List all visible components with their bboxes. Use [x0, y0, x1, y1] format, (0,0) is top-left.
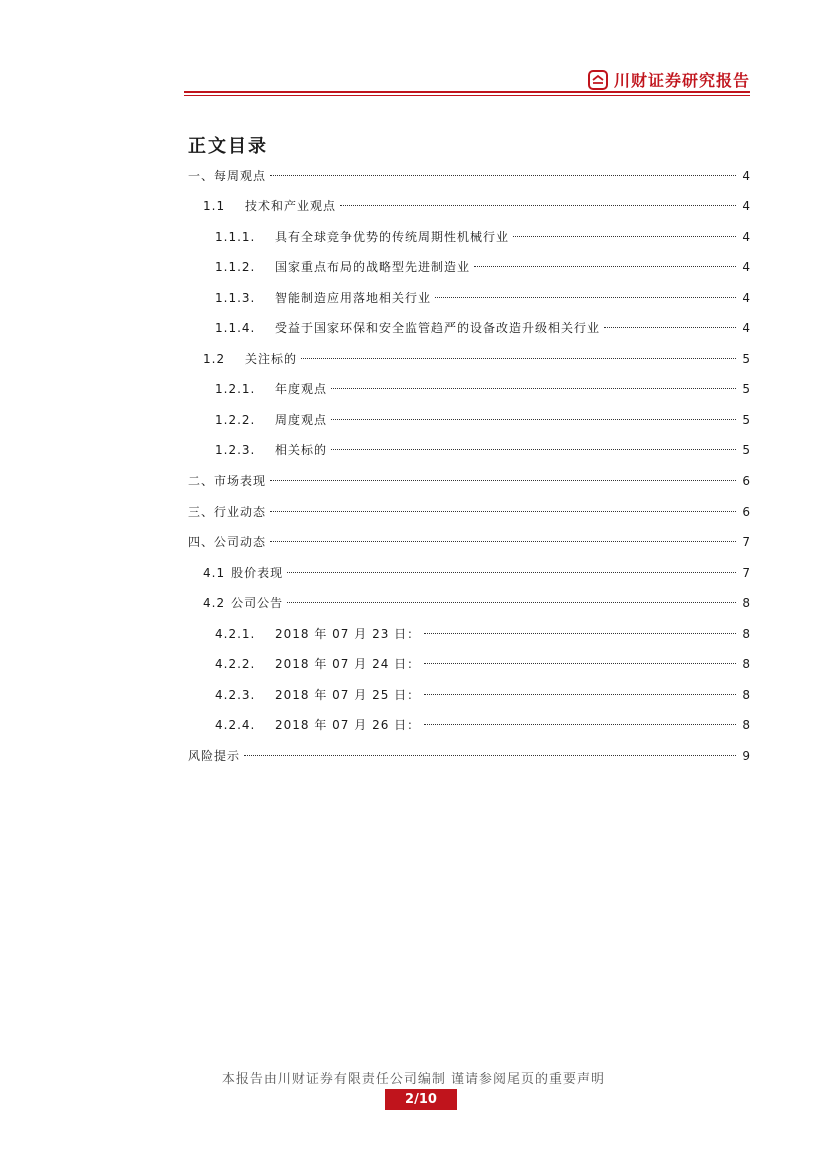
- toc-leader-dots: [435, 297, 736, 298]
- toc-entry-number: 1.2: [203, 352, 226, 366]
- toc-leader-dots: [301, 358, 736, 359]
- toc-entry-number: 4.2.4.: [215, 718, 256, 732]
- toc-entry[interactable]: [215, 257, 750, 277]
- toc-entry-page: 9: [742, 749, 750, 763]
- toc-entry-label: 风险提示: [188, 749, 241, 763]
- toc-entry-number: 1.2.3.: [215, 443, 256, 457]
- toc-entry-number: 1.2.2.: [215, 413, 256, 427]
- toc-entry-number: 4.1: [203, 566, 226, 580]
- toc-leader-dots: [604, 327, 736, 328]
- toc-leader-dots: [244, 755, 736, 756]
- toc-entry-page: 6: [742, 505, 750, 519]
- brand-logo-icon: [588, 70, 608, 90]
- toc-entry-number: 1.1: [203, 199, 226, 213]
- toc-leader-dots: [331, 449, 736, 450]
- toc-entry-label: 具有全球竞争优势的传统周期性机械行业: [275, 230, 510, 244]
- toc-leader-dots: [331, 419, 736, 420]
- brand-name: 川财证券研究报告: [613, 71, 750, 90]
- toc-entry[interactable]: [203, 196, 750, 216]
- toc-entry[interactable]: [215, 715, 750, 735]
- toc-leader-dots: [474, 266, 736, 267]
- toc-leader-dots: [287, 602, 736, 603]
- toc-entry-label: 三、行业动态: [188, 505, 267, 519]
- toc-entry[interactable]: [215, 318, 750, 338]
- toc-entry-label: 股价表现: [231, 566, 284, 580]
- toc-entry-label: 周度观点: [275, 413, 328, 427]
- brand: [588, 68, 750, 91]
- toc-entry-page: 5: [742, 413, 750, 427]
- toc-leader-dots: [424, 694, 736, 695]
- toc-entry-label: 智能制造应用落地相关行业: [275, 291, 432, 305]
- toc-leader-dots: [340, 205, 736, 206]
- toc-leader-dots: [270, 480, 736, 481]
- toc-entry-page: 7: [742, 566, 750, 580]
- toc-leader-dots: [270, 541, 736, 542]
- toc-leader-dots: [270, 175, 736, 176]
- toc-entry-label: 2018 年 07 月 24 日：: [275, 657, 421, 671]
- toc-entry[interactable]: [203, 593, 750, 613]
- toc-entry-label: 四、公司动态: [188, 535, 267, 549]
- toc-entry-page: 8: [742, 657, 750, 671]
- toc-entry[interactable]: [188, 502, 750, 522]
- toc-entry-page: 6: [742, 474, 750, 488]
- toc-entry-label: 技术和产业观点: [245, 199, 337, 213]
- toc-entry-page: 4: [742, 321, 750, 335]
- toc-entry-page: 4: [742, 169, 750, 183]
- toc-entry-number: 1.2.1.: [215, 382, 256, 396]
- toc-entry-label: 关注标的: [245, 352, 298, 366]
- toc-entry[interactable]: [215, 288, 750, 308]
- toc-entry[interactable]: [215, 227, 750, 247]
- toc-entry-number: 4.2: [203, 596, 226, 610]
- toc-leader-dots: [424, 663, 736, 664]
- toc-entry-label: 公司公告: [231, 596, 284, 610]
- toc-entry[interactable]: [188, 166, 750, 186]
- toc-entry-number: 4.2.1.: [215, 627, 256, 641]
- toc-leader-dots: [424, 724, 736, 725]
- toc-entry-page: 4: [742, 260, 750, 274]
- toc-entry-page: 8: [742, 688, 750, 702]
- toc-entry-page: 5: [742, 382, 750, 396]
- toc-leader-dots: [270, 511, 736, 512]
- toc-leader-dots: [331, 388, 736, 389]
- toc-entry-page: 4: [742, 230, 750, 244]
- toc-entry[interactable]: [188, 746, 750, 766]
- toc-entry-label: 国家重点布局的战略型先进制造业: [275, 260, 471, 274]
- toc-entry-number: 4.2.3.: [215, 688, 256, 702]
- toc-entry-number: 1.1.2.: [215, 260, 256, 274]
- toc-entry-label: 二、市场表现: [188, 474, 267, 488]
- page-number-badge: 2/10: [385, 1089, 457, 1110]
- toc-entry-label: 2018 年 07 月 26 日：: [275, 718, 421, 732]
- toc-entry-label: 2018 年 07 月 25 日：: [275, 688, 421, 702]
- header-divider: [184, 91, 750, 93]
- toc-leader-dots: [513, 236, 736, 237]
- header-divider-thin: [184, 95, 750, 96]
- toc-entry[interactable]: [215, 685, 750, 705]
- toc-entry-page: 7: [742, 535, 750, 549]
- toc-entry-label: 年度观点: [275, 382, 328, 396]
- toc-entry-page: 8: [742, 718, 750, 732]
- footer-disclaimer: 本报告由川财证券有限责任公司编制 谨请参阅尾页的重要声明: [221, 1072, 606, 1087]
- toc-entry[interactable]: [215, 410, 750, 430]
- toc-entry-number: 1.1.1.: [215, 230, 256, 244]
- toc-entry-label: 2018 年 07 月 23 日：: [275, 627, 421, 641]
- toc-entry-page: 5: [742, 443, 750, 457]
- toc-entry[interactable]: [188, 532, 750, 552]
- toc-entry[interactable]: [203, 563, 750, 583]
- toc-entry[interactable]: [203, 349, 750, 369]
- toc-entry-number: 1.1.3.: [215, 291, 256, 305]
- toc-entry-label: 相关标的: [275, 443, 328, 457]
- toc-leader-dots: [287, 572, 736, 573]
- toc-entry[interactable]: [215, 440, 750, 460]
- toc-entry-page: 4: [742, 291, 750, 305]
- page-header: [184, 64, 750, 94]
- toc-leader-dots: [424, 633, 736, 634]
- toc-entry-page: 5: [742, 352, 750, 366]
- toc-entry-number: 1.1.4.: [215, 321, 256, 335]
- toc-entry-page: 8: [742, 627, 750, 641]
- toc-entry-page: 8: [742, 596, 750, 610]
- toc-entry[interactable]: [215, 379, 750, 399]
- toc-entry[interactable]: [188, 471, 750, 491]
- toc-entry[interactable]: [215, 624, 750, 644]
- toc-entry-label: 受益于国家环保和安全监管趋严的设备改造升级相关行业: [275, 321, 601, 335]
- toc-entry-label: 一、每周观点: [188, 169, 267, 183]
- toc-entry[interactable]: [215, 654, 750, 674]
- toc-entry-number: 4.2.2.: [215, 657, 256, 671]
- toc-entry-page: 4: [742, 199, 750, 213]
- toc-title: 正文目录: [188, 136, 268, 157]
